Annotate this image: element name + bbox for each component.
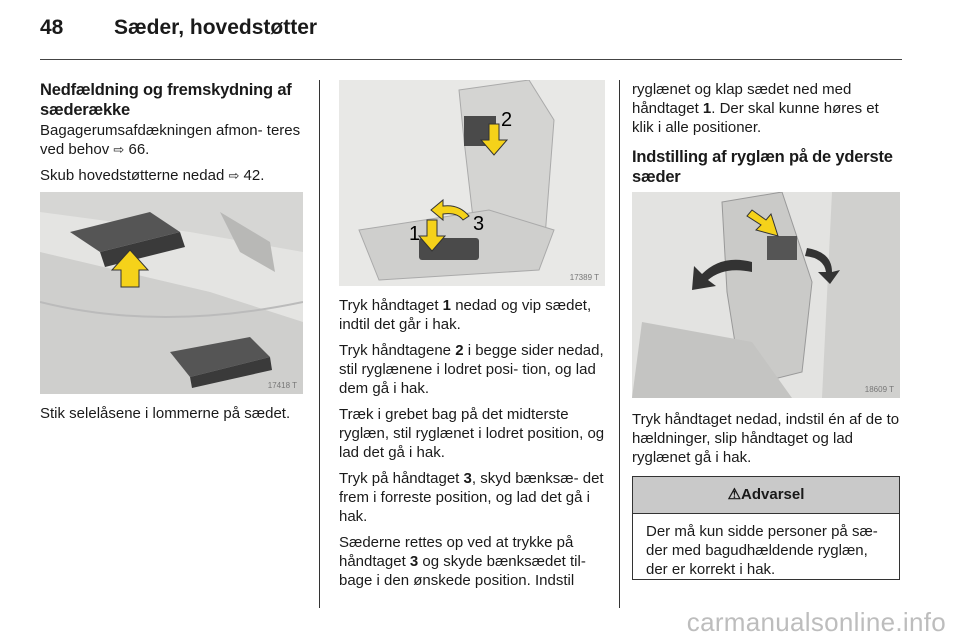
figure-outer-seat-backrest <box>632 192 900 398</box>
watermark: carmanualsonline.info <box>686 607 946 637</box>
column-1 <box>40 80 308 192</box>
warning-header <box>633 477 899 514</box>
figure-number: 17418 T <box>267 381 297 390</box>
figure-number: 18609 T <box>864 385 894 394</box>
page-ref-icon: ⇨ <box>113 142 125 157</box>
paragraph: Tryk håndtaget nedad, indstil én af de to hældninger, slip håndtaget og lad ryglænet gå i hak. <box>632 411 900 466</box>
warning-text: Der må kun sidde personer på sæ- der med bagudhældende ryglæn, der er korrekt i hak. <box>646 523 878 578</box>
column-3 <box>632 80 904 187</box>
figure-caption: Stik selelåsene i lommerne på sædet. <box>40 405 291 422</box>
callout-2: 2 <box>501 109 513 131</box>
column-3-text <box>632 410 904 474</box>
section-heading-fold: Nedfældning og fremskydning af sæderække <box>40 81 292 119</box>
page-ref-icon: ⇨ <box>228 168 240 183</box>
callout-3: 3 <box>473 213 485 235</box>
warning-triangle-icon: ⚠ <box>727 486 742 503</box>
page-number: 48 <box>40 16 64 39</box>
column-divider-1 <box>319 80 320 608</box>
header-rule <box>40 59 902 60</box>
paragraph: Tryk på håndtaget 3, skyd bænksæ- det frem i forreste position, og lad det gå i hak. <box>339 470 604 525</box>
column-divider-2 <box>619 80 620 608</box>
figure-seat-belt-buckles <box>40 192 303 394</box>
warning-box <box>632 476 900 580</box>
paragraph: Træk i grebet bag på det midterste ryglæn, stil ryglænet i lodret position, og lad det gå i hak. <box>339 406 605 461</box>
paragraph: Skub hovedstøtterne nedad ⇨ 42. <box>40 167 265 184</box>
section-heading-backrest: Indstilling af ryglæn på de yderste sæder <box>632 148 893 186</box>
paragraph: Sæderne rettes op ved at trykke på håndtaget 3 og skyde bænksædet til- bage i den ønskede position. Indstil <box>339 534 586 589</box>
warning-title: Advarsel <box>741 486 805 503</box>
paragraph: ryglænet og klap sædet ned med håndtaget 1. Der skal kunne høres et klik i alle positioner. <box>632 81 879 136</box>
column-2 <box>339 296 609 597</box>
page-title: Sæder, hovedstøtter <box>114 16 318 39</box>
paragraph: Tryk håndtagene 2 i begge sider nedad, stil ryglænene i lodret posi- tion, og lad dem gå i hak. <box>339 342 604 397</box>
figure-number: 17389 T <box>569 273 599 282</box>
lever <box>767 236 797 260</box>
figure-rear-seat-levers <box>339 80 605 286</box>
callout-1: 1 <box>409 223 421 245</box>
paragraph: Bagagerumsafdækningen afmon- teres ved behov ⇨ 66. <box>40 122 301 158</box>
paragraph: Tryk håndtaget 1 nedad og vip sædet, indtil det går i hak. <box>339 297 592 333</box>
